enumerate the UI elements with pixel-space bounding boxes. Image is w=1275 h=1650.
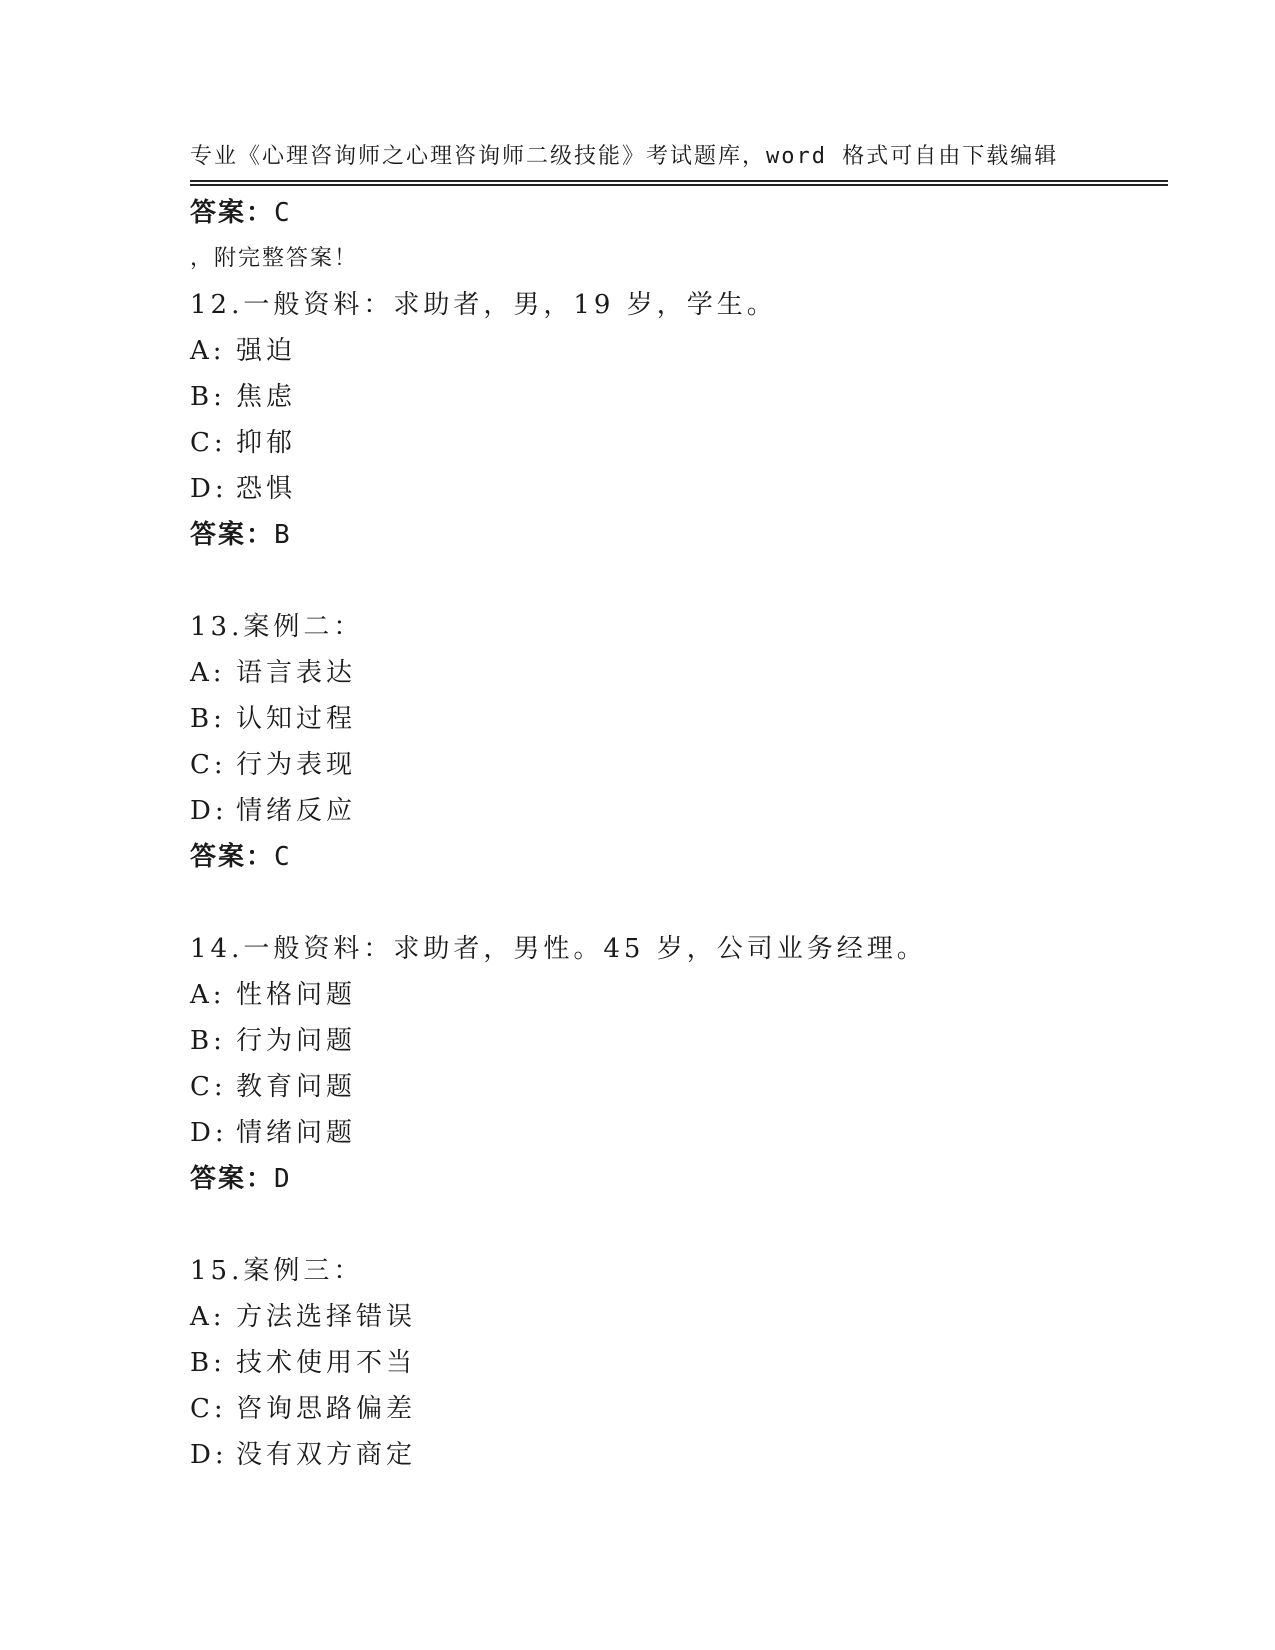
option-d [190, 788, 1170, 834]
header-line-1: 专业《心理咨询师之心理咨询师二级技能》考试题库，word 格式可自由下载编辑 [190, 144, 1059, 169]
option-text: 没有双方商定 [236, 1440, 417, 1470]
option-b [190, 1340, 1170, 1386]
option-text: 教育问题 [236, 1072, 357, 1102]
question-block [190, 926, 1170, 1202]
option-letter: A: [190, 1302, 226, 1332]
option-letter: D: [190, 796, 228, 826]
option-text: 技术使用不当 [236, 1348, 417, 1378]
option-text: 焦虑 [236, 382, 297, 412]
answer-value: C [274, 842, 291, 872]
answer-label: 答案： [190, 520, 275, 550]
option-c [190, 1064, 1170, 1110]
option-d [190, 466, 1170, 512]
option-text: 恐惧 [236, 474, 297, 504]
option-letter: A: [190, 658, 226, 688]
option-letter: D: [190, 1440, 228, 1470]
option-c [190, 1386, 1170, 1432]
option-letter: A: [190, 980, 226, 1010]
option-letter: C: [190, 1394, 227, 1424]
question-block [190, 604, 1170, 880]
option-letter: B: [190, 382, 226, 412]
answer-value: D [274, 1164, 291, 1194]
option-text: 情绪反应 [236, 796, 357, 826]
option-letter: C: [190, 1072, 227, 1102]
answer-value: B [274, 520, 291, 550]
answer-value: C [274, 198, 291, 228]
header-rule-top [190, 180, 1168, 182]
question-list [190, 190, 1170, 1478]
option-a [190, 650, 1170, 696]
answer-line [190, 834, 1170, 880]
header-line-2: ，附完整答案！ [190, 246, 359, 271]
answer-label: 答案： [190, 1164, 275, 1194]
header-rule-bottom [190, 184, 1168, 186]
option-text: 行为表现 [236, 750, 357, 780]
answer-label: 答案： [190, 842, 275, 872]
question-block [190, 1248, 1170, 1478]
option-text: 强迫 [236, 336, 297, 366]
option-letter: C: [190, 750, 227, 780]
option-letter: D: [190, 474, 228, 504]
option-text: 认知过程 [236, 704, 357, 734]
question-title: 13.案例二： [190, 612, 364, 642]
option-c [190, 420, 1170, 466]
option-a [190, 328, 1170, 374]
option-text: 语言表达 [236, 658, 357, 688]
option-letter: B: [190, 1348, 226, 1378]
option-b [190, 374, 1170, 420]
option-b [190, 696, 1170, 742]
option-d [190, 1110, 1170, 1156]
answer-line [190, 190, 1170, 236]
answer-label: 答案： [190, 198, 275, 228]
question-title: 14.一般资料：求助者，男性。45 岁，公司业务经理。 [190, 934, 927, 964]
answer-line [190, 512, 1170, 558]
option-text: 抑郁 [236, 428, 297, 458]
question-block [190, 282, 1170, 558]
option-d [190, 1432, 1170, 1478]
option-letter: D: [190, 1118, 228, 1148]
answer-line [190, 1156, 1170, 1202]
option-text: 性格问题 [236, 980, 357, 1010]
option-text: 咨询思路偏差 [236, 1394, 417, 1424]
option-letter: B: [190, 704, 226, 734]
option-letter: A: [190, 336, 226, 366]
option-b [190, 1018, 1170, 1064]
option-a [190, 972, 1170, 1018]
option-c [190, 742, 1170, 788]
question-title: 12.一般资料：求助者，男，19 岁，学生。 [190, 290, 777, 320]
option-letter: B: [190, 1026, 226, 1056]
option-text: 情绪问题 [236, 1118, 357, 1148]
option-letter: C: [190, 428, 227, 458]
option-a [190, 1294, 1170, 1340]
question-title: 15.案例三： [190, 1256, 364, 1286]
option-text: 方法选择错误 [236, 1302, 417, 1332]
option-text: 行为问题 [236, 1026, 357, 1056]
